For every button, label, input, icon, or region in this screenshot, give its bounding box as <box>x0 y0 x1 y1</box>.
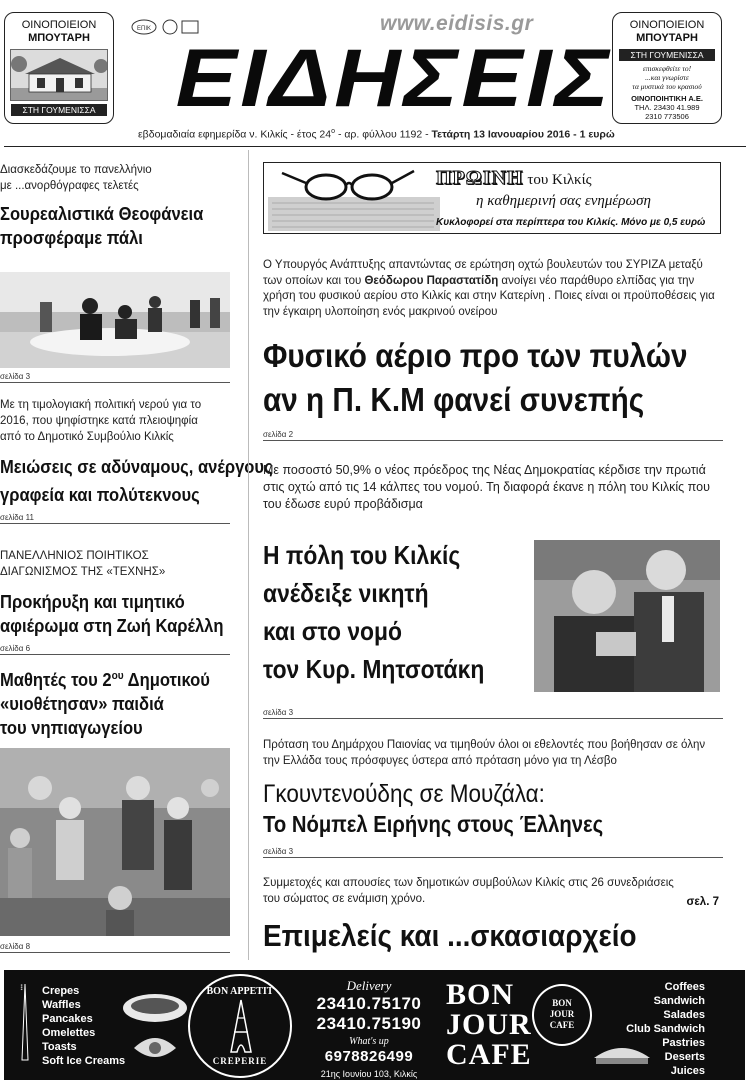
story-nobel[interactable] <box>263 738 723 858</box>
intro-text: Πρόταση του Δημάρχου Παιονίας να τιμηθούν όλοι οι εθελοντές που βοήθησαν σε όλην την Ελλάδα τους πρόσφυγες ύστερα από πρόταση μόνο για τη Λέσβο <box>263 739 706 767</box>
winery-ad-right[interactable] <box>612 12 722 124</box>
eiffel-tower-small-icon <box>18 982 32 1062</box>
coffee-cup-icon: BON JOUR CAFE <box>532 984 592 1046</box>
headline: προσφέραμε πάλι <box>0 228 143 248</box>
theophany-photo <box>0 272 230 368</box>
headline: ανέδειξε νικητή <box>263 578 429 608</box>
glasses-newspaper-icon <box>264 163 444 233</box>
ad-title: ΟΙΝΟΠΟΙΕΙΟΝ <box>629 19 705 31</box>
headline: Σουρεαλιστικά Θεοφάνεια <box>0 204 204 224</box>
tagline: εβδομαδιαία εφημερίδα ν. Κιλκίς - έτος $24^o$ - αρ. φύλλου 1192 - Τετάρτη 13 Ιανουαρίου 2016 - 1 ευρώ <box>138 128 615 141</box>
bon-appetit-logo: BON APPETIT CREPERIE <box>188 974 292 1078</box>
story-truancy-headline[interactable] <box>263 916 723 956</box>
kicker: από το Δημοτικό Συμβούλιο Κιλκίς <box>0 431 174 443</box>
headline: Η πόλη του Κιλκίς <box>263 540 461 570</box>
proini-newspaper-ad[interactable] <box>263 162 721 234</box>
bonjour-cafe-logo: BON JOUR CAFE <box>446 978 532 1071</box>
headline: Επιμελείς και ...σκασιαρχείο <box>263 918 637 953</box>
headline: Μειώσεις σε αδύναμους, ανέργους <box>0 457 273 477</box>
proini-brand: ΠΡΩΙΝΗ του Κιλκίς <box>436 167 592 189</box>
winery-ad-left[interactable] <box>4 12 114 124</box>
crepe-icon <box>120 978 190 1074</box>
whatsapp-label: What's up <box>349 1036 389 1047</box>
kicker: με ...ανορθόγραφες τελετές <box>0 180 139 192</box>
ad-phone: 2310 773506 <box>645 112 689 121</box>
menu-list-left: Crepes Waffles Pancakes Omelettes Toasts Soft Ice Creams <box>42 985 126 1067</box>
page-ref: σελίδα 2 <box>263 430 723 441</box>
newspaper-logo: ΕΙΔΗΣΕΙΣ <box>175 33 613 124</box>
intro-text: Με ποσοστό 50,9% ο νέος πρόεδρος της Νέας Δημοκρατίας κέρδισε την πρωτιά στις οχτώ από τις 14 κάλπες του νομού. Τη διαφορά έκανε η πόλη του Κιλκίς που του έδωσε ευρύ προβάδισμα <box>263 463 710 511</box>
svg-text:ΕΠΙΚ: ΕΠΙΚ <box>136 26 152 32</box>
ad-band: ΣΤΗ ΓΟΥΜΕΝΙΣΣΑ <box>619 49 715 61</box>
headline: Μαθητές του $2^{o\upsilon}$ Δημοτικού <box>0 670 210 690</box>
credit-text: ••• <box>20 984 26 991</box>
story-election[interactable] <box>263 536 531 688</box>
menu-list-right: Coffees Sandwich Salades Club Sandwich Pastries Deserts Juices <box>626 981 705 1077</box>
ad-band: ΣΤΗ ΓΟΥΜΕΝΙΣΣΑ <box>11 104 107 116</box>
headline: τον Κυρ. Μητσοτάκη <box>263 654 485 684</box>
page-ref: σελίδα 3 <box>263 847 723 858</box>
delivery-info <box>304 978 434 1079</box>
ad-title-name: ΜΠΟΥΤΑΡΗ <box>636 32 698 44</box>
headline: και στο νομό <box>263 616 403 646</box>
winery-house-image <box>10 49 108 101</box>
delivery-label: Delivery <box>346 978 392 993</box>
page-ref: σελίδα 6 <box>0 644 230 655</box>
ad-line: επισκεφθείτε το! <box>642 64 692 73</box>
kicker: ΔΙΑΓΩΝΙΣΜΟΣ ΤΗΣ «ΤΕΧΝΗΣ» <box>0 566 166 578</box>
headline: Προκήρυξη και τιμητικό <box>0 592 185 612</box>
story-election-intro[interactable] <box>263 462 723 513</box>
ad-line: ...και γνωρίστε <box>645 73 689 82</box>
story-theophany[interactable] <box>0 162 230 250</box>
page-ref: σελίδα 3 <box>0 372 230 383</box>
headline: αφιέρωμα στη Ζωή Καρέλλη <box>0 616 224 636</box>
headline: του νηπιαγωγείου <box>0 718 143 738</box>
headline: Γκουντενούδης σε Μουζάλα: <box>263 780 545 808</box>
headline: γραφεία και πολύτεκνους <box>0 485 200 505</box>
kicker: ΠΑΝΕΛΛΗΝΙΟΣ ΠΟΙΗΤΙΚΟΣ <box>0 550 149 562</box>
address: 21ης Ιουνίου 103, Κιλκίς <box>320 1069 418 1079</box>
ad-title: ΟΙΝΟΠΟΙΕΙΟΝ <box>21 19 97 31</box>
delivery-phone: 23410.75170 <box>316 994 422 1013</box>
kicker: Με τη τιμολογιακή πολιτική νερού για το <box>0 399 202 411</box>
site-url[interactable]: www.eidisis.gr <box>380 12 534 35</box>
kicker: Διασκεδάζουμε το πανελλήνιο <box>0 164 152 176</box>
mobile-phone: 6978826499 <box>324 1048 414 1065</box>
ad-phone: ΤΗΛ. 23430 41.989 <box>634 103 700 112</box>
students-photo <box>0 748 230 936</box>
headline: αν η Π. Κ.Μ φανεί συνεπής <box>263 381 645 418</box>
headline: «υιοθέτησαν» παιδιά <box>0 694 164 714</box>
intro-text: Ο Υπουργός Ανάπτυξης απαντώντας σε ερώτηση οχτώ βουλευτών του ΣΥΡΙΖΑ μεταξύ των οποίων και του Θεόδωρου Παραστατίδη ανοίγει νέο παράθυρο ελπίδας για την χρήση του φυσικού αερίου στο Κιλκίς και στην Κατερίνη . Ποιες είναι οι προϋποθέσεις για την έγκαιρη υλοποίηση ενός μακρινού ονείρου <box>263 259 715 318</box>
page-ref: σελίδα 11 <box>0 513 230 524</box>
intro-text: Συμμετοχές και απουσίες των δημοτικών συμβούλων Κιλκίς στις 26 συνεδριάσεις του σώματος σε ενάμιση χρόνο. <box>263 877 674 905</box>
bonjour-cafe-ad[interactable] <box>4 970 745 1080</box>
proini-slogan: η καθημερινή σας ενημέρωση <box>476 193 651 209</box>
ad-line: τα μυστικά του κρασιού <box>632 82 702 91</box>
mitsotakis-photo <box>534 540 720 692</box>
ad-company: ΟΙΝΟΠΟΙΗΤΙΚΗ Α.Ε. <box>631 94 703 103</box>
delivery-phone: 23410.75190 <box>316 1014 422 1033</box>
proini-note: Κυκλοφορεί στα περίπτερα του Κιλκίς. Μόνο με 0,5 ευρώ <box>436 217 706 228</box>
story-poetry-contest[interactable] <box>0 548 230 655</box>
headline: Το Νόμπελ Ειρήνης στους Έλληνες <box>263 811 604 837</box>
page-ref: σελ. 7 <box>686 896 719 908</box>
story-councillors[interactable] <box>263 876 723 908</box>
story-water-pricing[interactable] <box>0 397 273 524</box>
headline: Φυσικό αέριο προ των πυλών <box>263 337 688 374</box>
story-students[interactable] <box>0 664 230 740</box>
masthead-rule <box>4 146 746 147</box>
page-ref: σελίδα 8 <box>0 942 230 953</box>
kicker: 2016, που ψηφίστηκε κατά πλειοψηφία <box>0 415 198 427</box>
ad-title-name: ΜΠΟΥΤΑΡΗ <box>28 32 90 44</box>
story-natural-gas[interactable] <box>263 258 723 441</box>
eiffel-tower-icon <box>221 998 261 1054</box>
page-ref: σελίδα 3 <box>263 708 723 719</box>
column-divider <box>248 150 249 960</box>
